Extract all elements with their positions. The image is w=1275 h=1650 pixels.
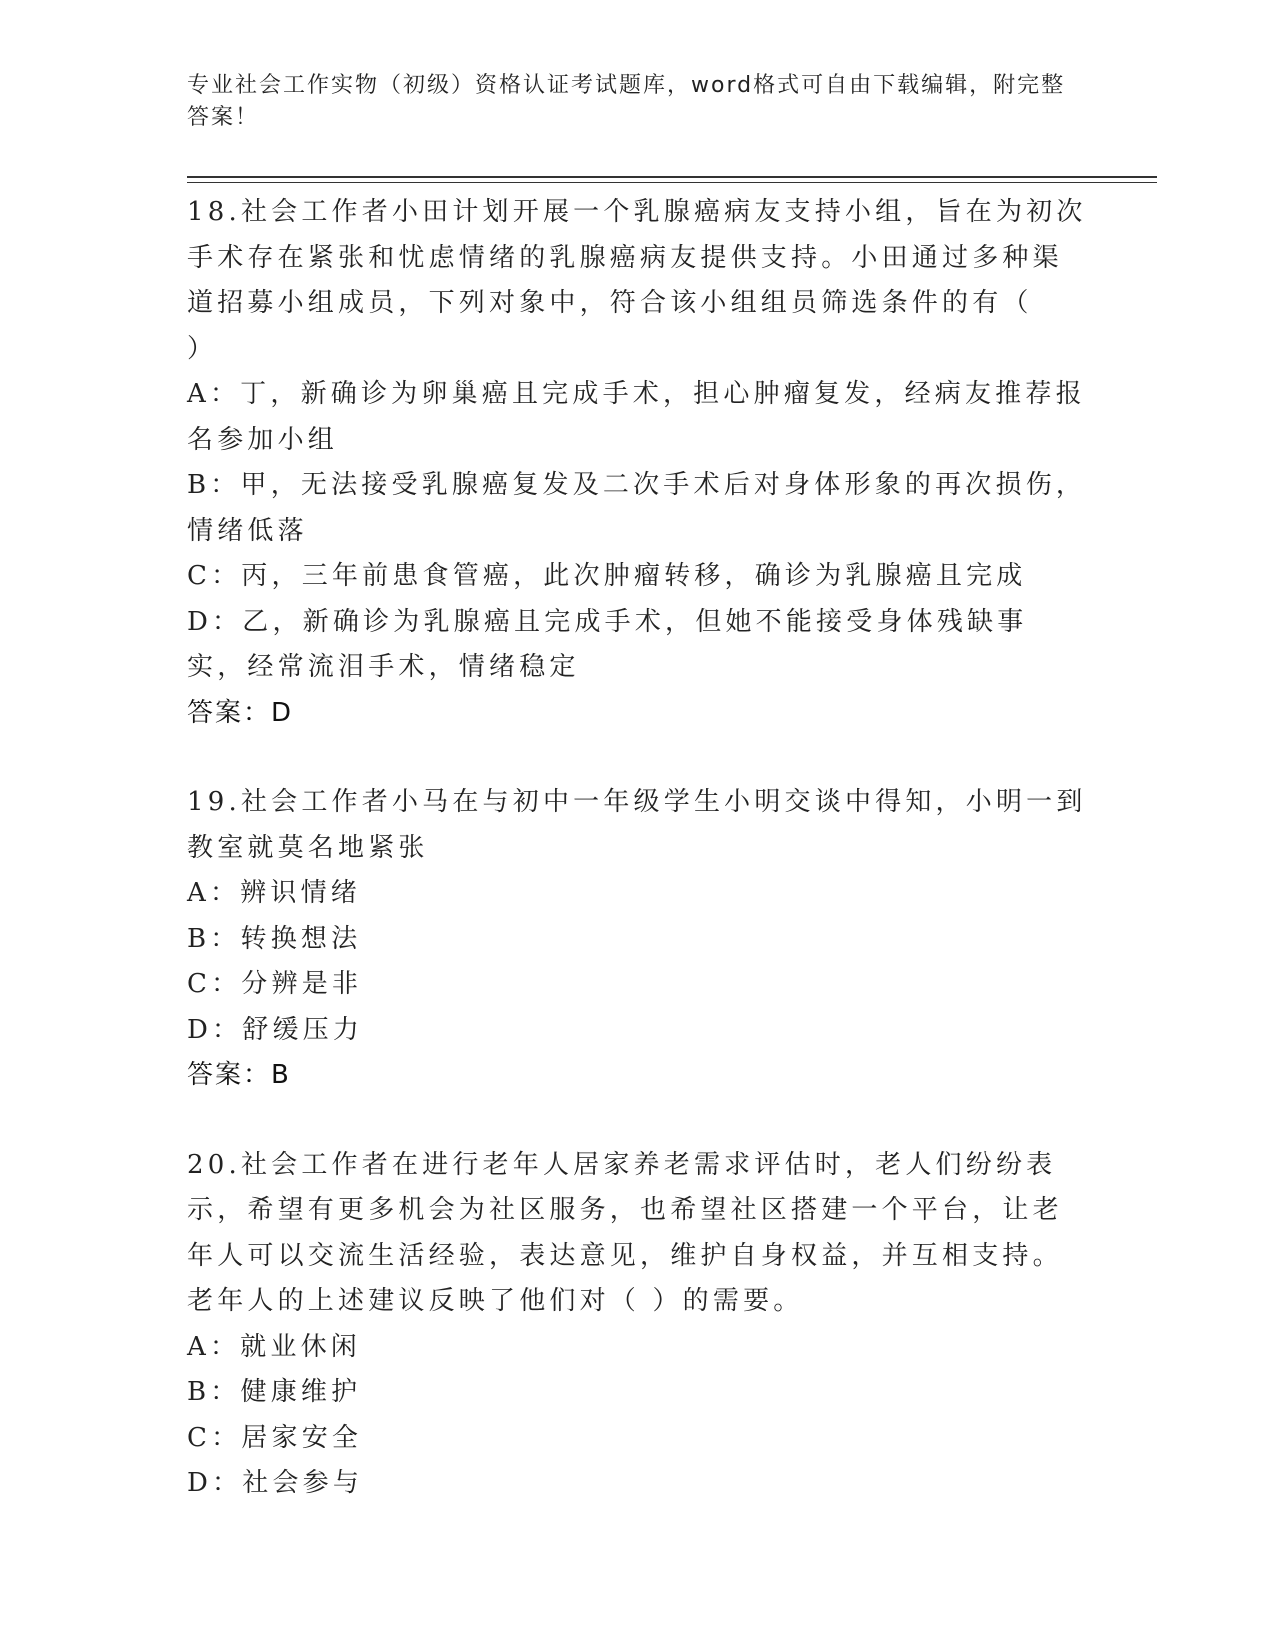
question-stem: 18.社会工作者小田计划开展一个乳腺癌病友支持小组，旨在为初次手术存在紧张和忧虑情绪的乳腺癌病友提供支持。小田通过多种渠道招募小组成员，下列对象中，符合该小组组员筛选条件的有（ ） [187,197,1094,364]
option-b: B：转换想法 [187,923,362,954]
question-list [187,190,1094,1507]
option-b: B：甲，无法接受乳腺癌复发及二次手术后对身体形象的再次损伤，情绪低落 [187,470,1087,546]
option-c: C：分辨是非 [187,969,363,999]
question-18 [187,190,1094,736]
question-20 [187,1143,1087,1507]
document-header: 专业社会工作实物（初级）资格认证考试题库，word格式可自由下载编辑，附完整答案！ [187,73,1066,130]
answer: 答案：D [187,697,294,728]
option-a: A：辨识情绪 [187,878,361,908]
option-a: A：就业休闲 [187,1331,361,1362]
option-c: C：丙，三年前患食管癌，此次肿瘤转移，确诊为乳腺癌且完成 [187,561,1027,591]
header-rule-thick [187,176,1157,178]
option-d: D：舒缓压力 [187,1014,364,1045]
question-19 [187,780,1087,1099]
option-d: D：乙，新确诊为乳腺癌且完成手术，但她不能接受身体残缺事实，经常流泪手术，情绪稳定 [187,606,1028,682]
question-stem: 19.社会工作者小马在与初中一年级学生小明交谈中得知，小明一到教室就莫名地紧张 [187,787,1087,863]
option-c: C：居家安全 [187,1422,363,1453]
option-b: B：健康维护 [187,1377,362,1407]
option-a: A：丁，新确诊为卵巢癌且完成手术，担心肿瘤复发，经病友推荐报名参加小组 [187,379,1086,455]
option-d: D：社会参与 [187,1468,364,1498]
answer: 答案：B [187,1060,291,1090]
question-stem: 20.社会工作者在进行老年人居家养老需求评估时，老人们纷纷表示，希望有更多机会为社区服务，也希望社区搭建一个平台，让老年人可以交流生活经验，表达意见，维护自身权益，并互相支持。老年人的上述建议反映了他们对（ ）的需要。 [187,1149,1063,1316]
header-rule-thin [187,182,1157,183]
